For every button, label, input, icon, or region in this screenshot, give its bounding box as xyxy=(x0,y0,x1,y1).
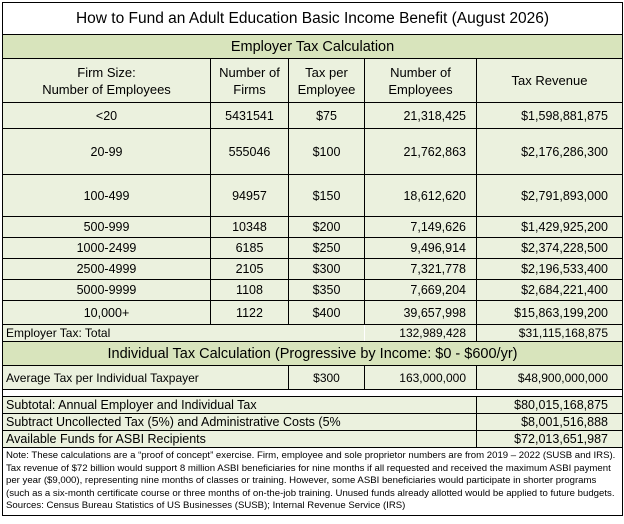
summary-subtotal-row xyxy=(3,397,623,414)
funding-table xyxy=(2,2,623,516)
individual-count-cell: 163,000,000 xyxy=(365,366,477,390)
individual-tax-cell: $300 xyxy=(289,366,365,390)
spacer-row xyxy=(3,390,623,397)
employees-cell: 39,657,998 xyxy=(365,301,477,325)
employees-cell: 7,321,778 xyxy=(365,259,477,280)
firms-cell: 94957 xyxy=(211,175,289,217)
revenue-cell: $2,374,228,500 xyxy=(477,238,623,259)
summary-deduction-row xyxy=(3,414,623,431)
table-row xyxy=(3,259,623,280)
individual-section-title: Individual Tax Calculation (Progressive by Income: $0 - $600/yr) xyxy=(3,342,623,366)
tax-cell: $250 xyxy=(289,238,365,259)
revenue-cell: $1,598,881,875 xyxy=(477,103,623,129)
firm-size-cell: 500-999 xyxy=(3,217,211,238)
individual-tax-row xyxy=(3,366,623,390)
firms-cell: 1108 xyxy=(211,280,289,301)
employees-cell: 18,612,620 xyxy=(365,175,477,217)
header-tax-per-employee: Tax per Employee xyxy=(289,59,365,103)
firms-cell: 10348 xyxy=(211,217,289,238)
individual-tax-label: Average Tax per Individual Taxpayer xyxy=(3,366,289,390)
firms-cell: 2105 xyxy=(211,259,289,280)
table-row xyxy=(3,280,623,301)
tax-cell: $200 xyxy=(289,217,365,238)
summary-deduction-label: Subtract Uncollected Tax (5%) and Administrative Costs (5% xyxy=(3,414,477,431)
footnote xyxy=(3,448,623,516)
revenue-cell: $15,863,199,200 xyxy=(477,301,623,325)
firm-size-cell: 2500-4999 xyxy=(3,259,211,280)
tax-cell: $300 xyxy=(289,259,365,280)
tax-cell: $100 xyxy=(289,129,365,175)
table-row xyxy=(3,103,623,129)
employer-total-revenue: $31,115,168,875 xyxy=(477,325,623,342)
firm-size-cell: 10,000+ xyxy=(3,301,211,325)
firms-cell: 555046 xyxy=(211,129,289,175)
page-title: How to Fund an Adult Education Basic Income Benefit (August 2026) xyxy=(3,3,623,35)
table-row xyxy=(3,175,623,217)
revenue-cell: $2,196,533,400 xyxy=(477,259,623,280)
footnote-text: Note: These calculations are a “proof of concept” exercise. Firm, employee and sole proprietor numbers are from 2019 – 2022 (SUSB and IRS). Tax revenue of $72 billion would support 8 million ASBI beneficiaries for nine months if all requested and received the maximum ASBI payment per year ($9,000), representing nine months of classes or training. However, some ASBI beneficiaries would participate in shorter programs (such as a six-month certificate course or three months of on-the-job training. Unused funds already allotted would be applied to future budgets. xyxy=(6,450,616,499)
firms-cell: 6185 xyxy=(211,238,289,259)
funding-table-sheet xyxy=(2,2,622,520)
header-tax-revenue: Tax Revenue xyxy=(477,59,623,103)
individual-revenue-cell: $48,900,000,000 xyxy=(477,366,623,390)
table-row xyxy=(3,238,623,259)
firm-size-cell: <20 xyxy=(3,103,211,129)
revenue-cell: $2,684,221,400 xyxy=(477,280,623,301)
firms-cell: 1122 xyxy=(211,301,289,325)
employer-total-employees: 132,989,428 xyxy=(365,325,477,342)
tax-cell: $400 xyxy=(289,301,365,325)
revenue-cell: $1,429,925,200 xyxy=(477,217,623,238)
firm-size-cell: 20-99 xyxy=(3,129,211,175)
table-row xyxy=(3,129,623,175)
header-firm-size: Firm Size: Number of Employees xyxy=(3,59,211,103)
summary-subtotal-label: Subtotal: Annual Employer and Individual Tax xyxy=(3,397,477,414)
footnote-sources: Sources: Census Bureau Statistics of US Businesses (SUSB); Internal Revenue Service (IRS) xyxy=(6,500,406,512)
summary-available-row xyxy=(3,431,623,448)
firm-size-cell: 100-499 xyxy=(3,175,211,217)
firm-size-cell: 1000-2499 xyxy=(3,238,211,259)
employees-cell: 21,762,863 xyxy=(365,129,477,175)
employer-total-row xyxy=(3,325,623,342)
tax-cell: $150 xyxy=(289,175,365,217)
summary-available-label: Available Funds for ASBI Recipients xyxy=(3,431,477,448)
employees-cell: 7,149,626 xyxy=(365,217,477,238)
employees-cell: 9,496,914 xyxy=(365,238,477,259)
revenue-cell: $2,176,286,300 xyxy=(477,129,623,175)
firms-cell: 5431541 xyxy=(211,103,289,129)
summary-deduction-value: $8,001,516,888 xyxy=(477,414,623,431)
table-row xyxy=(3,217,623,238)
table-row xyxy=(3,301,623,325)
revenue-cell: $2,791,893,000 xyxy=(477,175,623,217)
summary-available-value: $72,013,651,987 xyxy=(477,431,623,448)
tax-cell: $75 xyxy=(289,103,365,129)
summary-subtotal-value: $80,015,168,875 xyxy=(477,397,623,414)
employer-section-title: Employer Tax Calculation xyxy=(3,35,623,59)
header-number-of-employees: Number of Employees xyxy=(365,59,477,103)
employer-total-label: Employer Tax: Total xyxy=(3,325,365,342)
tax-cell: $350 xyxy=(289,280,365,301)
firm-size-cell: 5000-9999 xyxy=(3,280,211,301)
header-number-of-firms: Number of Firms xyxy=(211,59,289,103)
employees-cell: 7,669,204 xyxy=(365,280,477,301)
employees-cell: 21,318,425 xyxy=(365,103,477,129)
